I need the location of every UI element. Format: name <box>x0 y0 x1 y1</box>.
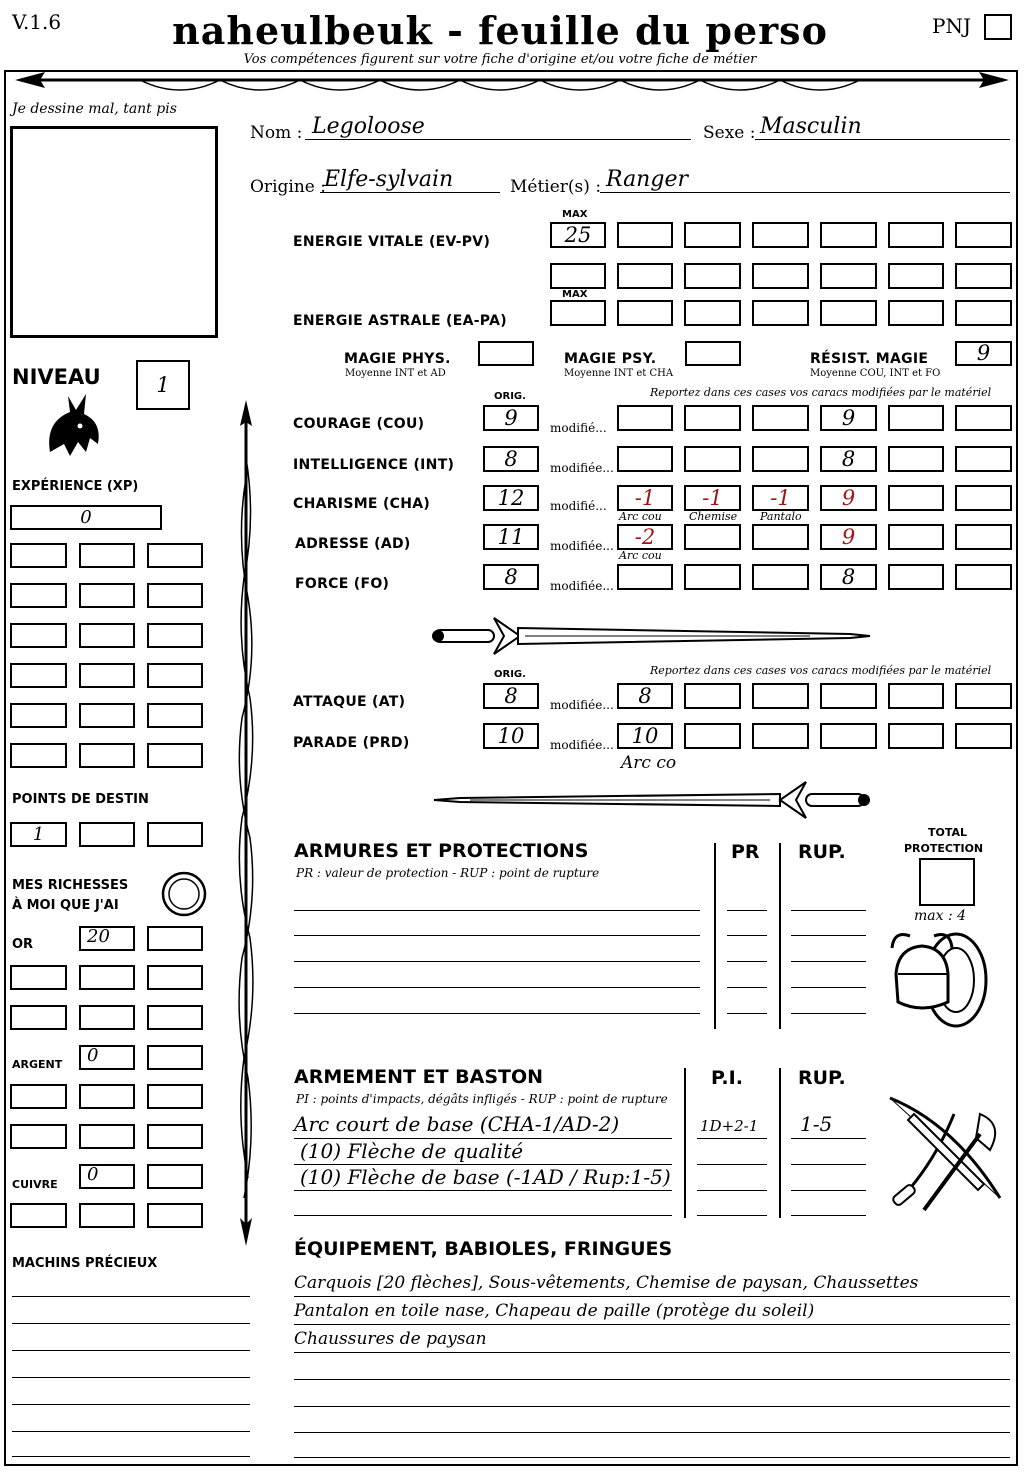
spear-divider-icon <box>232 398 260 1248</box>
arme-pi-line <box>697 1138 767 1139</box>
carac-orig-cou[interactable]: 9 <box>483 405 539 431</box>
armement-rup-label: RUP. <box>798 1067 846 1089</box>
xp-cell[interactable] <box>79 663 135 688</box>
carac-label-cha: CHARISME (CHA) <box>293 496 431 512</box>
caracs-orig-label: ORIG. <box>494 391 526 402</box>
carac-mod-label-int: modifiée... <box>550 461 614 475</box>
carac-mod-fo[interactable]: 8 <box>820 564 877 590</box>
carac-mod-cha[interactable]: -1 <box>752 485 809 511</box>
xp-cell[interactable] <box>79 743 135 768</box>
sexe-line <box>755 139 1010 140</box>
metier-line <box>600 192 1010 193</box>
armure-rup-line[interactable] <box>791 987 866 988</box>
xp-cell[interactable] <box>147 663 203 688</box>
argent-cell[interactable] <box>147 1124 203 1149</box>
xp-cell[interactable] <box>147 623 203 648</box>
carac-mod-fo[interactable] <box>955 564 1012 590</box>
armement-divider <box>779 1068 781 1218</box>
xp-cell[interactable] <box>79 703 135 728</box>
portrait-caption: Je dessine mal, tant pis <box>12 101 177 117</box>
carac-mod-ad[interactable]: -2 <box>617 524 673 550</box>
xp-cell[interactable] <box>79 543 135 568</box>
weapons-icon <box>884 1094 1010 1216</box>
coin-icon <box>160 871 210 917</box>
carac-mod-label-cha: modifié... <box>550 499 607 513</box>
combat-mod-prd[interactable] <box>888 723 944 749</box>
equipement-line[interactable] <box>294 1379 1010 1380</box>
version-label: V.1.6 <box>12 10 62 34</box>
resist-magie-note: Moyenne COU, INT et FO <box>810 368 941 379</box>
carac-mod-cou[interactable] <box>752 405 809 431</box>
arme-name[interactable]: (10) Flèche de base (-1AD / Rup:1-5) <box>300 1165 671 1189</box>
equipement-line[interactable] <box>294 1432 1010 1433</box>
armures-divider <box>779 843 781 1029</box>
carac-label-int: INTELLIGENCE (INT) <box>293 457 455 473</box>
combat-mod-at[interactable] <box>684 683 741 709</box>
cuivre-cell[interactable] <box>147 1164 203 1189</box>
armures-divider <box>714 843 716 1029</box>
carac-mod-cha[interactable]: 9 <box>820 485 877 511</box>
destin-cell[interactable] <box>147 822 203 847</box>
carac-mod-fo[interactable] <box>888 564 944 590</box>
arme-line <box>294 1190 672 1191</box>
carac-mod-fo[interactable] <box>617 564 673 590</box>
carac-mod-int[interactable]: 8 <box>820 446 877 472</box>
xp-cell[interactable] <box>147 743 203 768</box>
carac-mod-cou[interactable]: 9 <box>820 405 877 431</box>
ev-cell[interactable] <box>955 263 1012 289</box>
arme-rup[interactable]: 1-5 <box>800 1112 833 1136</box>
machins-line[interactable] <box>12 1296 250 1297</box>
carac-label-cou: COURAGE (COU) <box>293 416 425 432</box>
combat-report-note: Reportez dans ces cases vos caracs modifiées par le matériel <box>650 664 992 677</box>
or-label: OR <box>12 937 34 952</box>
ev-cell[interactable] <box>617 222 673 248</box>
combat-orig-at[interactable]: 8 <box>483 683 539 709</box>
ev-cell[interactable] <box>888 222 944 248</box>
equipement-line <box>294 1324 1010 1325</box>
ea-label: ENERGIE ASTRALE (EA-PA) <box>293 313 507 329</box>
arme-name[interactable]: Arc court de base (CHA-1/AD-2) <box>294 1112 620 1136</box>
combat-label-at: ATTAQUE (AT) <box>293 694 406 710</box>
armures-subtitle: PR : valeur de protection - RUP : point de rupture <box>296 866 600 880</box>
arme-pi-line[interactable] <box>697 1215 767 1216</box>
carac-mod-cou[interactable] <box>955 405 1012 431</box>
carac-note-cha: Pantalo <box>760 510 802 523</box>
argent-cell[interactable] <box>79 1124 135 1149</box>
ea-cell[interactable] <box>888 300 944 326</box>
or-cell[interactable] <box>147 1005 203 1030</box>
combat-mod-at[interactable] <box>820 683 877 709</box>
xp-cell[interactable] <box>10 623 67 648</box>
origine-line <box>320 192 500 193</box>
richesses-label: MES RICHESSES <box>12 878 129 893</box>
carac-mod-label-cou: modifié... <box>550 421 607 435</box>
armure-name-line[interactable] <box>294 935 700 936</box>
metier-value[interactable]: Ranger <box>606 167 688 192</box>
armure-rup-line[interactable] <box>791 1013 866 1014</box>
or-value[interactable]: 20 <box>79 926 135 951</box>
argent-label: ARGENT <box>12 1058 63 1071</box>
total-protection-value[interactable] <box>919 858 975 906</box>
sexe-label: Sexe : <box>703 123 756 143</box>
arme-rup-line <box>791 1164 866 1165</box>
xp-label: EXPÉRIENCE (XP) <box>12 479 139 494</box>
machins-line[interactable] <box>12 1323 250 1324</box>
carac-mod-cha[interactable] <box>955 485 1012 511</box>
carac-mod-cou[interactable] <box>617 405 673 431</box>
combat-mod-at[interactable]: 8 <box>617 683 673 709</box>
armure-rup-line[interactable] <box>791 961 866 962</box>
destin-label: POINTS DE DESTIN <box>12 792 149 807</box>
ev-cell[interactable] <box>752 263 809 289</box>
ea-cell[interactable] <box>955 300 1012 326</box>
origine-label: Origine : <box>250 177 326 197</box>
armures-title: ARMURES ET PROTECTIONS <box>294 840 589 862</box>
nom-label: Nom : <box>250 123 303 143</box>
pnj-checkbox[interactable] <box>984 14 1012 40</box>
armement-pi-label: P.I. <box>711 1067 743 1089</box>
equipement-line-text[interactable]: Carquois [20 flèches], Sous-vêtements, Chemise de paysan, Chaussettes <box>294 1273 919 1293</box>
carac-mod-ad[interactable] <box>684 524 741 550</box>
argent-cell[interactable] <box>147 1084 203 1109</box>
armure-name-line[interactable] <box>294 1013 700 1014</box>
armure-rup-line[interactable] <box>791 935 866 936</box>
carac-mod-int[interactable] <box>752 446 809 472</box>
arme-line[interactable] <box>294 1215 672 1216</box>
xp-cell[interactable] <box>10 743 67 768</box>
machins-line[interactable] <box>12 1456 250 1457</box>
xp-cell[interactable] <box>10 703 67 728</box>
destin-cell[interactable]: 1 <box>10 822 67 847</box>
carac-mod-int[interactable] <box>955 446 1012 472</box>
magie-phys-label: MAGIE PHYS. <box>344 351 451 367</box>
equipement-line <box>294 1352 1010 1353</box>
carac-mod-cha[interactable]: -1 <box>617 485 673 511</box>
armure-name-line[interactable] <box>294 961 700 962</box>
carac-note-cha: Arc cou <box>619 510 662 523</box>
arme-rup-line <box>791 1138 866 1139</box>
ev-label: ENERGIE VITALE (EV-PV) <box>293 234 491 250</box>
or-cell[interactable] <box>10 1005 67 1030</box>
xp-cell[interactable] <box>79 623 135 648</box>
ea-cell[interactable] <box>752 300 809 326</box>
carac-mod-cou[interactable] <box>684 405 741 431</box>
combat-mod-at[interactable] <box>752 683 809 709</box>
or-cell[interactable] <box>147 965 203 990</box>
ev-max-label: MAX <box>562 209 588 220</box>
nom-line <box>305 139 691 140</box>
arme-pi[interactable]: 1D+2-1 <box>700 1117 759 1135</box>
origine-value[interactable]: Elfe-sylvain <box>324 167 454 192</box>
carac-mod-ad[interactable] <box>955 524 1012 550</box>
armure-pr-line[interactable] <box>727 935 767 936</box>
xp-cell[interactable] <box>147 703 203 728</box>
combat-mod-prd[interactable] <box>752 723 809 749</box>
cuivre-value[interactable]: 0 <box>79 1164 135 1189</box>
ev-cell[interactable] <box>617 263 673 289</box>
metier-label: Métier(s) : <box>510 177 602 197</box>
combat-orig-prd[interactable]: 10 <box>483 723 539 749</box>
ea-cell[interactable] <box>684 300 741 326</box>
ev-cell[interactable] <box>955 222 1012 248</box>
carac-mod-fo[interactable] <box>752 564 809 590</box>
combat-mod-prd[interactable] <box>820 723 877 749</box>
or-cell[interactable] <box>79 1005 135 1030</box>
sheet-title: naheulbeuk - feuille du perso <box>172 8 828 53</box>
carac-mod-int[interactable] <box>617 446 673 472</box>
armure-pr-line[interactable] <box>727 1013 767 1014</box>
ea-cell[interactable] <box>820 300 877 326</box>
carac-mod-fo[interactable] <box>684 564 741 590</box>
armure-pr-line[interactable] <box>727 961 767 962</box>
carac-orig-int[interactable]: 8 <box>483 446 539 472</box>
richesses-label-2: À MOI QUE J'AI <box>12 898 119 913</box>
xp-cell[interactable] <box>147 583 203 608</box>
ea-max-value[interactable] <box>550 300 606 326</box>
ea-max-label: MAX <box>562 289 588 300</box>
armement-divider <box>684 1068 686 1218</box>
xp-cell[interactable] <box>10 543 67 568</box>
destin-cell[interactable] <box>79 822 135 847</box>
nom-value[interactable]: Legoloose <box>312 114 425 139</box>
machins-line[interactable] <box>12 1350 250 1351</box>
armure-pr-line[interactable] <box>727 910 767 911</box>
cuivre-label: CUIVRE <box>12 1178 58 1191</box>
or-cell[interactable] <box>10 965 67 990</box>
caracs-report-note: Reportez dans ces cases vos caracs modifiées par le matériel <box>650 386 992 399</box>
equipement-title: ÉQUIPEMENT, BABIOLES, FRINGUES <box>294 1238 673 1260</box>
machins-line[interactable] <box>12 1431 250 1432</box>
carac-mod-label-ad: modifiée... <box>550 539 614 553</box>
machins-label: MACHINS PRÉCIEUX <box>12 1256 158 1271</box>
resist-magie-label: RÉSIST. MAGIE <box>810 351 929 367</box>
helmet-shield-icon <box>888 928 1000 1032</box>
combat-mod-prd[interactable]: 10 <box>617 723 673 749</box>
armures-pr-label: PR <box>731 841 760 863</box>
equipement-line[interactable] <box>294 1457 1010 1458</box>
carac-mod-ad[interactable] <box>752 524 809 550</box>
total-protection-max: max : 4 <box>914 908 967 924</box>
armement-subtitle: PI : points d'impacts, dégâts infligés - RUP : point de rupture <box>296 1092 668 1106</box>
carac-mod-cha[interactable]: -1 <box>684 485 741 511</box>
carac-mod-int[interactable] <box>888 446 944 472</box>
carac-note-cha: Chemise <box>689 510 738 523</box>
arme-rup-line[interactable] <box>791 1215 866 1216</box>
combat-mod-label-prd: modifiée... <box>550 738 614 752</box>
carac-label-ad: ADRESSE (AD) <box>295 536 411 552</box>
carac-mod-ad[interactable] <box>888 524 944 550</box>
argent-cell[interactable] <box>79 1084 135 1109</box>
arme-pi-line <box>697 1190 767 1191</box>
sheet-subtitle: Vos compétences figurent sur votre fiche d'origine et/ou votre fiche de métier <box>243 52 757 67</box>
arme-rup-line <box>791 1190 866 1191</box>
arme-name[interactable]: (10) Flèche de qualité <box>300 1139 524 1163</box>
ev-cell[interactable] <box>684 222 741 248</box>
niveau-label: NIVEAU <box>12 365 101 389</box>
magie-psy-label: MAGIE PSY. <box>564 351 657 367</box>
combat-orig-label: ORIG. <box>494 669 526 680</box>
combat-note-prd: Arc co <box>621 753 677 773</box>
ev-cell[interactable] <box>888 263 944 289</box>
carac-mod-ad[interactable]: 9 <box>820 524 877 550</box>
combat-mod-at[interactable] <box>888 683 944 709</box>
combat-mod-at[interactable] <box>955 683 1012 709</box>
xp-cell[interactable] <box>10 583 67 608</box>
arme-pi-line <box>697 1164 767 1165</box>
portrait-box[interactable] <box>10 126 218 338</box>
armure-pr-line[interactable] <box>727 987 767 988</box>
dragon-icon <box>40 392 106 462</box>
sword-icon <box>430 612 872 662</box>
niveau-value[interactable]: 1 <box>136 360 190 410</box>
cuivre-cell[interactable] <box>147 1203 203 1228</box>
ev-max-value[interactable]: 25 <box>550 222 606 248</box>
carac-orig-fo[interactable]: 8 <box>483 564 539 590</box>
cuivre-cell[interactable] <box>10 1203 67 1228</box>
carac-mod-label-fo: modifiée... <box>550 579 614 593</box>
carac-orig-ad[interactable]: 11 <box>483 524 539 550</box>
total-protection-label-2: PROTECTION <box>904 842 984 855</box>
carac-orig-cha[interactable]: 12 <box>483 485 539 511</box>
xp-cell[interactable] <box>10 663 67 688</box>
pnj-label: PNJ <box>932 14 971 38</box>
combat-mod-prd[interactable] <box>955 723 1012 749</box>
xp-cell[interactable] <box>147 543 203 568</box>
equipement-line[interactable] <box>294 1406 1010 1407</box>
equipement-line <box>294 1296 1010 1297</box>
magie-phys-note: Moyenne INT et AD <box>345 368 446 379</box>
argent-cell[interactable] <box>147 1045 203 1070</box>
combat-mod-prd[interactable] <box>684 723 741 749</box>
magie-phys-value[interactable] <box>478 341 534 366</box>
combat-mod-label-at: modifiée... <box>550 698 614 712</box>
argent-value[interactable]: 0 <box>79 1045 135 1070</box>
armures-rup-label: RUP. <box>798 841 846 863</box>
carac-note-ad: Arc cou <box>619 549 662 562</box>
ea-cell[interactable] <box>617 300 673 326</box>
equipement-line-text[interactable]: Pantalon en toile nase, Chapeau de paille (protège du soleil) <box>294 1301 815 1321</box>
or-cell[interactable] <box>79 965 135 990</box>
sexe-value[interactable]: Masculin <box>760 114 862 139</box>
carac-mod-cha[interactable] <box>888 485 944 511</box>
ev-cell[interactable] <box>550 263 606 289</box>
ev-cell[interactable] <box>820 263 877 289</box>
carac-mod-int[interactable] <box>684 446 741 472</box>
xp-cell[interactable] <box>79 583 135 608</box>
carac-label-fo: FORCE (FO) <box>295 576 390 592</box>
armement-title: ARMEMENT ET BASTON <box>294 1066 544 1088</box>
armure-name-line[interactable] <box>294 910 700 911</box>
total-protection-label: TOTAL <box>928 826 968 839</box>
armure-name-line[interactable] <box>294 987 700 988</box>
machins-line[interactable] <box>12 1377 250 1378</box>
argent-cell[interactable] <box>10 1084 67 1109</box>
magie-psy-value[interactable] <box>685 341 741 366</box>
ev-cell[interactable] <box>820 222 877 248</box>
carac-mod-cou[interactable] <box>888 405 944 431</box>
machins-line[interactable] <box>12 1404 250 1405</box>
or-cell[interactable] <box>147 926 203 951</box>
resist-magie-value[interactable]: 9 <box>955 341 1012 366</box>
armure-rup-line[interactable] <box>791 910 866 911</box>
ev-cell[interactable] <box>684 263 741 289</box>
ev-cell[interactable] <box>752 222 809 248</box>
magie-psy-note: Moyenne INT et CHA <box>564 368 674 379</box>
sword-icon <box>430 776 872 826</box>
equipement-line-text[interactable]: Chaussures de paysan <box>294 1329 487 1349</box>
cuivre-cell[interactable] <box>79 1203 135 1228</box>
xp-value[interactable]: 0 <box>10 505 162 530</box>
argent-cell[interactable] <box>10 1124 67 1149</box>
combat-label-prd: PARADE (PRD) <box>293 735 410 751</box>
